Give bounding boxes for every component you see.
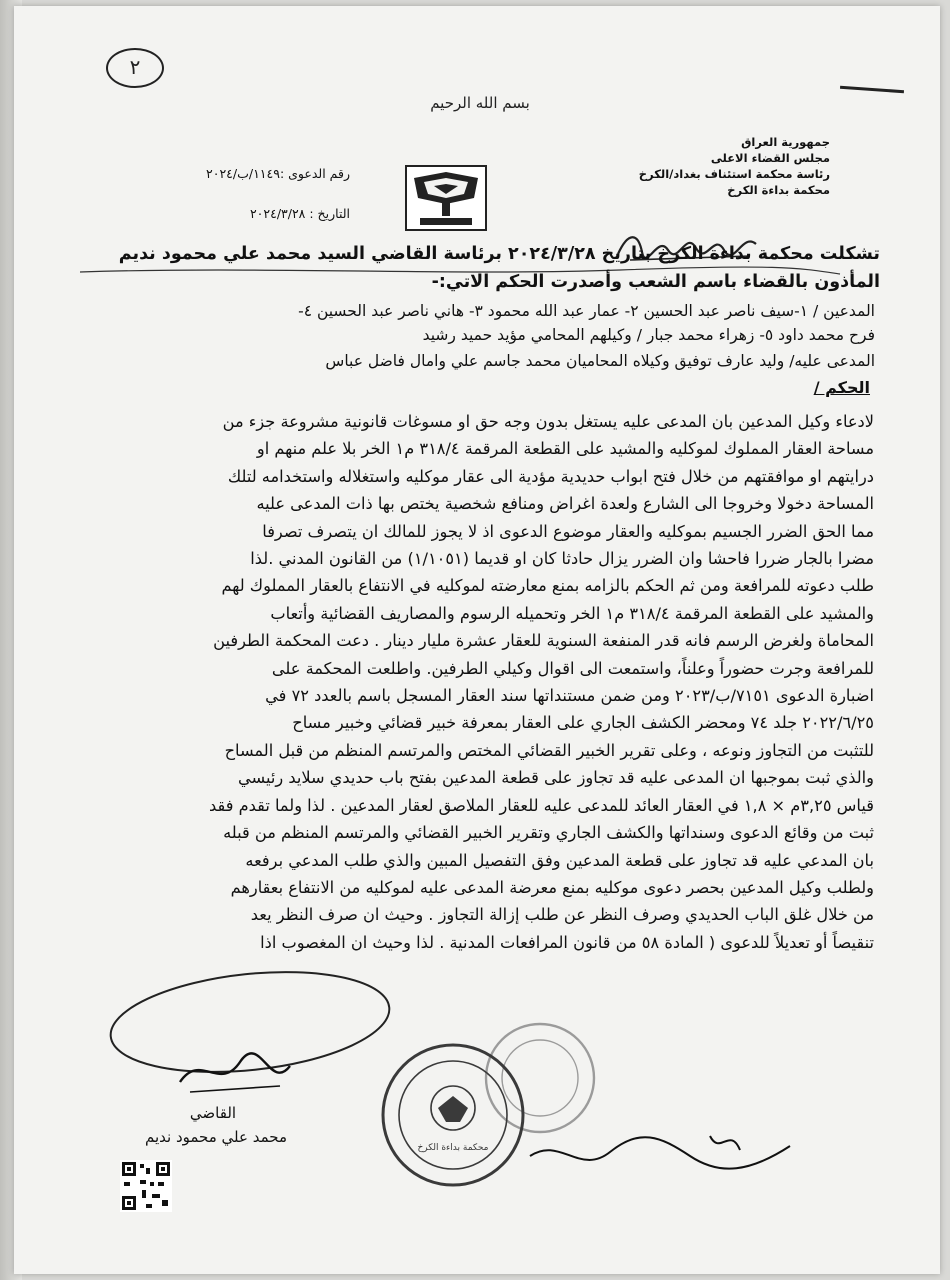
ruling-line: مما الحق الضرر الجسيم بموكليه والعقار موضوع الدعوى اذ لا يجوز للمالك ان يتصرف تصرفا bbox=[262, 521, 874, 541]
preamble-line-2: المأذون بالقضاء باسم الشعب وأصدرت الحكم الاتي:- bbox=[431, 272, 880, 292]
ruling-line: والذي ثبت بموجبها ان المدعى عليه قد تجاوز على قطعة المدعين بفتح باب حديدي سلايد رئيسي bbox=[238, 768, 874, 788]
judge-title: القاضي bbox=[189, 1104, 237, 1122]
stamp-text: محكمة بداءة الكرخ bbox=[417, 1143, 489, 1153]
ruling-line: المساحة دخولا وخروجا الى الشارع ولعدة اغراض ومنافع شخصية يختص بها ذات المدعى عليه bbox=[256, 494, 874, 514]
issuing-authority-header bbox=[570, 134, 830, 198]
plaintiffs-line-2: فرح محمد داود ٥- زهراء محمد جبار / وكيلهم المحامي مؤيد حميد رشيد bbox=[422, 326, 875, 344]
ruling-line: مساحة العقار المملوك لموكليه والمشيد على القطعة المرقمة ٣١٨/٤ م١ الخر بلا علم منهم او bbox=[256, 439, 874, 459]
ruling-body bbox=[92, 408, 874, 956]
preamble-line-1: تشكلت محكمة بداءة الكرخ بتاريخ ٢٠٢٤/٣/٢٨ برئاسة القاضي السيد محمد علي محمود نديم bbox=[118, 244, 880, 264]
ruling-line: ٢٠٢٢/٦/٢٥ جلد ٧٤ ومحضر الكشف الجاري على العقار بمعرفة خبير قضائي وخبير مساح bbox=[292, 713, 874, 733]
ruling-line: مضرا بالجار ضررا فاحشا وان الضرر يزال حادثا كان او قديما (١/١٠٥١) من القانون المدني .لذا bbox=[250, 549, 874, 569]
ruling-line: للتثبت من التجاوز ونوعه ، وعلى تقرير الخبير القضائي المختص والمرتسم المنظم من قبل المساح bbox=[224, 740, 874, 760]
presidency-label: رئاسة محكمة استئناف بغداد/الكرخ bbox=[638, 167, 830, 181]
ruling-heading: الحكم / bbox=[813, 378, 870, 397]
ruling-line: المحاماة ولغرض الرسم فانه قدر المنفعة السنوية للعقار عشرة مليار دينار . دعت المحكمة الطرفين bbox=[213, 631, 874, 651]
ruling-line: طلب دعوته للمرافعة ومن ثم الحكم بالزامه بمنع معارضته لموكليه في الانتفاع بالعقار المملوك لهم bbox=[221, 576, 874, 596]
ruling-line: للمرافعة وجرت حضوراً وعلناً، واستمعت الى اقوال وكيلي الطرفين. واطلعت المحكمة على bbox=[271, 658, 874, 678]
plaintiffs-line-1: المدعين / ١-سيف ناصر عبد الحسين ٢- عمار عبد الله محمود ٣- هاني ناصر عبد الحسين ٤- bbox=[298, 302, 875, 320]
page-number-circle: ٢ bbox=[106, 48, 164, 88]
court-label: محكمة بداءة الكرخ bbox=[727, 183, 830, 197]
clerk-signature bbox=[520, 1116, 800, 1196]
document-date: التاريخ : ٢٠٢٤/٣/٢٨ bbox=[249, 206, 350, 221]
case-number: رقم الدعوى :١١٤٩/ب/٢٠٢٤ bbox=[206, 166, 350, 181]
qr-code-icon bbox=[120, 1160, 172, 1212]
ruling-line: والمشيد على القطعة المرقمة ٣١٨/٤ م١ الخر وتحميله الرسوم والمصاريف القضائية وأتعاب bbox=[270, 603, 874, 623]
ruling-line: درايتهم او موافقتهم من خلال فتح ابواب حديدية مؤدية الى عقار موكليه واستغلاله واستخدامه لتلك bbox=[227, 466, 874, 486]
judge-name: محمد علي محمود نديم bbox=[144, 1128, 287, 1146]
ruling-line: ولطلب وكيل المدعين بحصر دعوى موكليه بمنع معرضة المدعى عليه لموكليه من الانتفاع بعقارهم bbox=[230, 877, 874, 897]
court-seal-stamp bbox=[378, 1040, 528, 1190]
ruling-line: تنقيصاً أو تعديلاً للدعوى ( المادة ٥٨ من قانون المرافعات المدنية . لذا وحيث ان المغصوب اذا bbox=[260, 932, 874, 952]
judge-signature bbox=[170, 1042, 300, 1102]
ruling-line: اضبارة الدعوى ٧١٥١/ب/٢٠٢٣ ومن ضمن مستنداتها سند العقار المسجل باسم بالعدد ٧٢ في bbox=[265, 686, 874, 706]
ruling-line: من خلال غلق الباب الحديدي وصرف النظر عن طلب إزالة التجاوز . وحيث ان صرف النظر يعد bbox=[250, 905, 874, 925]
ruling-line: ثبت من وقائع الدعوى وسنداتها والكشف الجاري وتقرير الخبير القضائي والمرتسم المنظم من قبله bbox=[223, 823, 874, 843]
iraq-judiciary-emblem-icon bbox=[404, 164, 488, 232]
country-label: جمهورية العراق bbox=[741, 135, 830, 149]
ruling-line: لادعاء وكيل المدعين بان المدعى عليه يستغل بدون وجه حق او مسوغات قانونية مشروعة جزء من bbox=[222, 412, 874, 431]
ruling-line: بان المدعي عليه قد تجاوز على قطعة المدعين وفق التفصيل المبين والذي طلب المدعي برفعه bbox=[245, 850, 874, 870]
defendant-line: المدعى عليه/ وليد عارف توفيق وكيلاه المحاميان محمد جاسم علي وامال فاضل عباس bbox=[325, 352, 875, 370]
basmala: بسم الله الرحيم bbox=[430, 94, 530, 112]
council-label: مجلس القضاء الاعلى bbox=[710, 151, 830, 165]
ruling-line: قياس ٣,٢٥م × ١,٨ في العقار العائد للمدعى عليه للعقار الملاصق لعقار المدعين . لذا ولما تقدم فقد bbox=[209, 795, 874, 815]
